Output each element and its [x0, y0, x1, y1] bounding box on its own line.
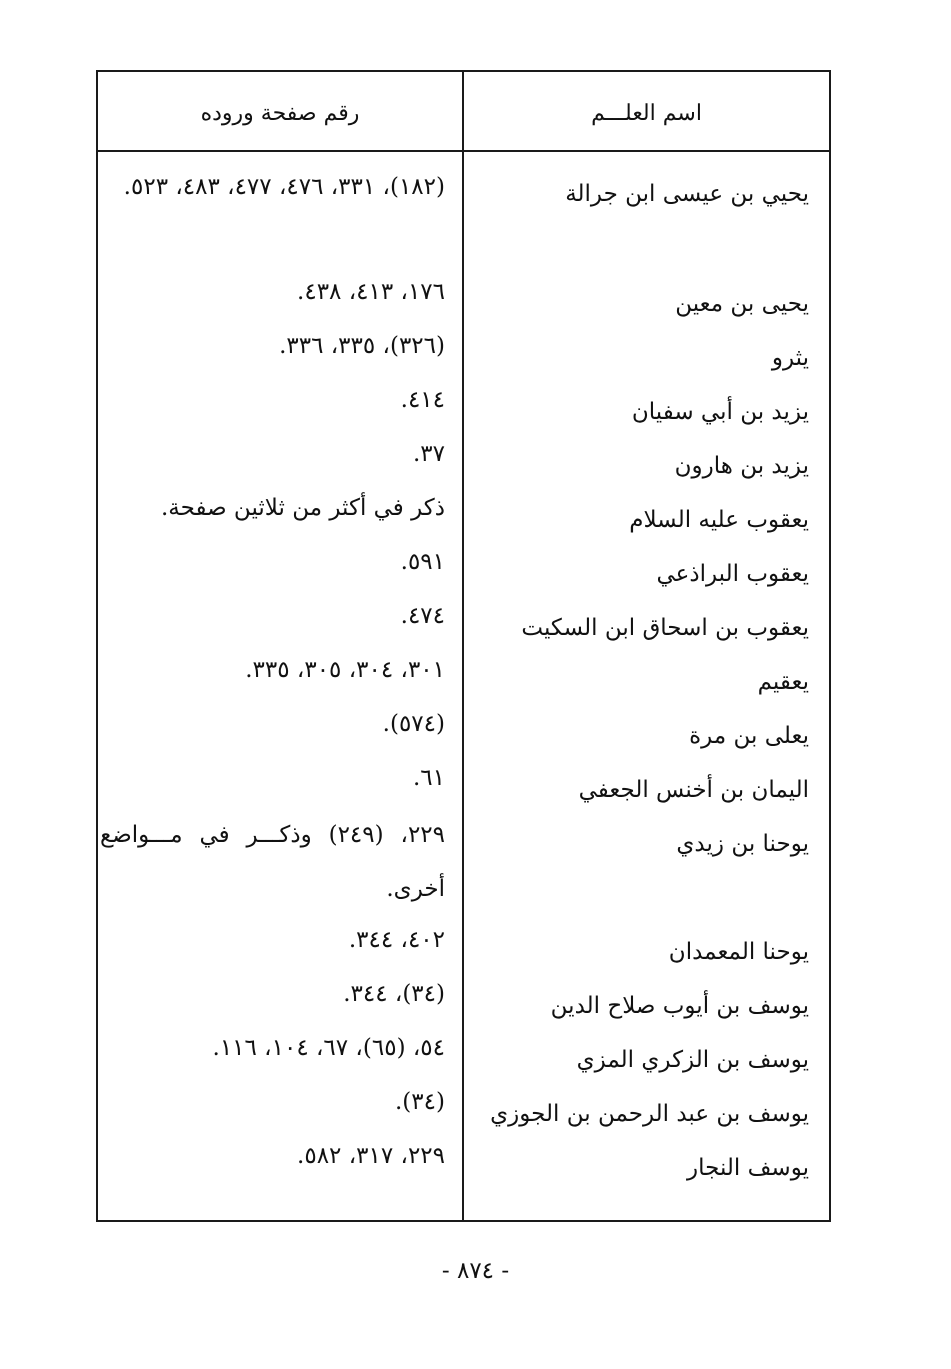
index-table — [96, 70, 831, 1222]
row-pages: (٣٢٦)، ٣٣٥، ٣٣٦. — [279, 333, 445, 359]
row-name: اليمان بن أخنس الجعفي — [578, 777, 809, 803]
row-name: يوسف بن الزكري المزي — [576, 1047, 809, 1073]
row-pages: ٤٠٢، ٣٤٤. — [348, 927, 445, 953]
row-pages: ٢٢٩، (٢٤٩) وذكـــر في مـــواضع أخرى. — [100, 822, 445, 902]
row-pages: ٢٢٩، ٣١٧، ٥٨٢. — [297, 1143, 445, 1169]
row-name: يعقوب البراذعي — [656, 561, 809, 587]
row-name: يعقيم — [757, 669, 809, 695]
row-name: يزيد بن هارون — [674, 453, 809, 479]
row-pages: ٣٠١، ٣٠٤، ٣٠٥، ٣٣٥. — [245, 657, 445, 683]
row-name: يوحنا بن زيدي — [676, 831, 809, 857]
row-pages: ٥٩١. — [400, 549, 445, 575]
row-pages: ٤١٤. — [400, 387, 445, 413]
row-name: يوسف بن أيوب صلاح الدين — [550, 993, 809, 1019]
row-name: يعقوب عليه السلام — [629, 507, 809, 533]
header-pages-column: رقم صفحة وروده — [200, 101, 360, 126]
row-name: يوحنا المعمدان — [668, 939, 809, 965]
row-name: يزيد بن أبي سفيان — [631, 399, 809, 425]
header-name-column: اسم العلـــم — [591, 101, 702, 126]
row-pages: (١٨٢)، ٣٣١، ٤٧٦، ٤٧٧، ٤٨٣، ٥٢٣. — [123, 174, 445, 200]
row-pages: ٣٧. — [412, 441, 445, 467]
row-name: يوسف بن عبد الرحمن بن الجوزي — [490, 1101, 809, 1127]
page-number: - ٨٧٤ - — [441, 1258, 510, 1284]
row-name: يعلى بن مرة — [689, 723, 809, 749]
row-pages: (٣٤). — [395, 1089, 445, 1115]
table-body — [98, 72, 829, 1220]
row-pages: ١٧٦، ٤١٣، ٤٣٨. — [297, 279, 445, 305]
row-pages: ٦١. — [412, 765, 445, 791]
row-pages: ٤٧٤. — [400, 603, 445, 629]
row-pages: ٥٤، (٦٥)، ٦٧، ١٠٤، ١١٦. — [212, 1035, 445, 1061]
row-pages: ذكر في أكثر من ثلاثين صفحة. — [160, 495, 445, 521]
row-name: يثرو — [771, 345, 809, 371]
row-name: يحيى بن معين — [675, 291, 809, 317]
row-name: يعقوب بن اسحاق ابن السكيت — [521, 615, 809, 641]
row-pages: (٣٤)، ٣٤٤. — [343, 981, 445, 1007]
row-name: يحيي بن عيسى ابن جرالة — [565, 181, 809, 207]
row-pages: (٥٧٤). — [382, 711, 445, 737]
row-name: يوسف النجار — [687, 1155, 809, 1181]
